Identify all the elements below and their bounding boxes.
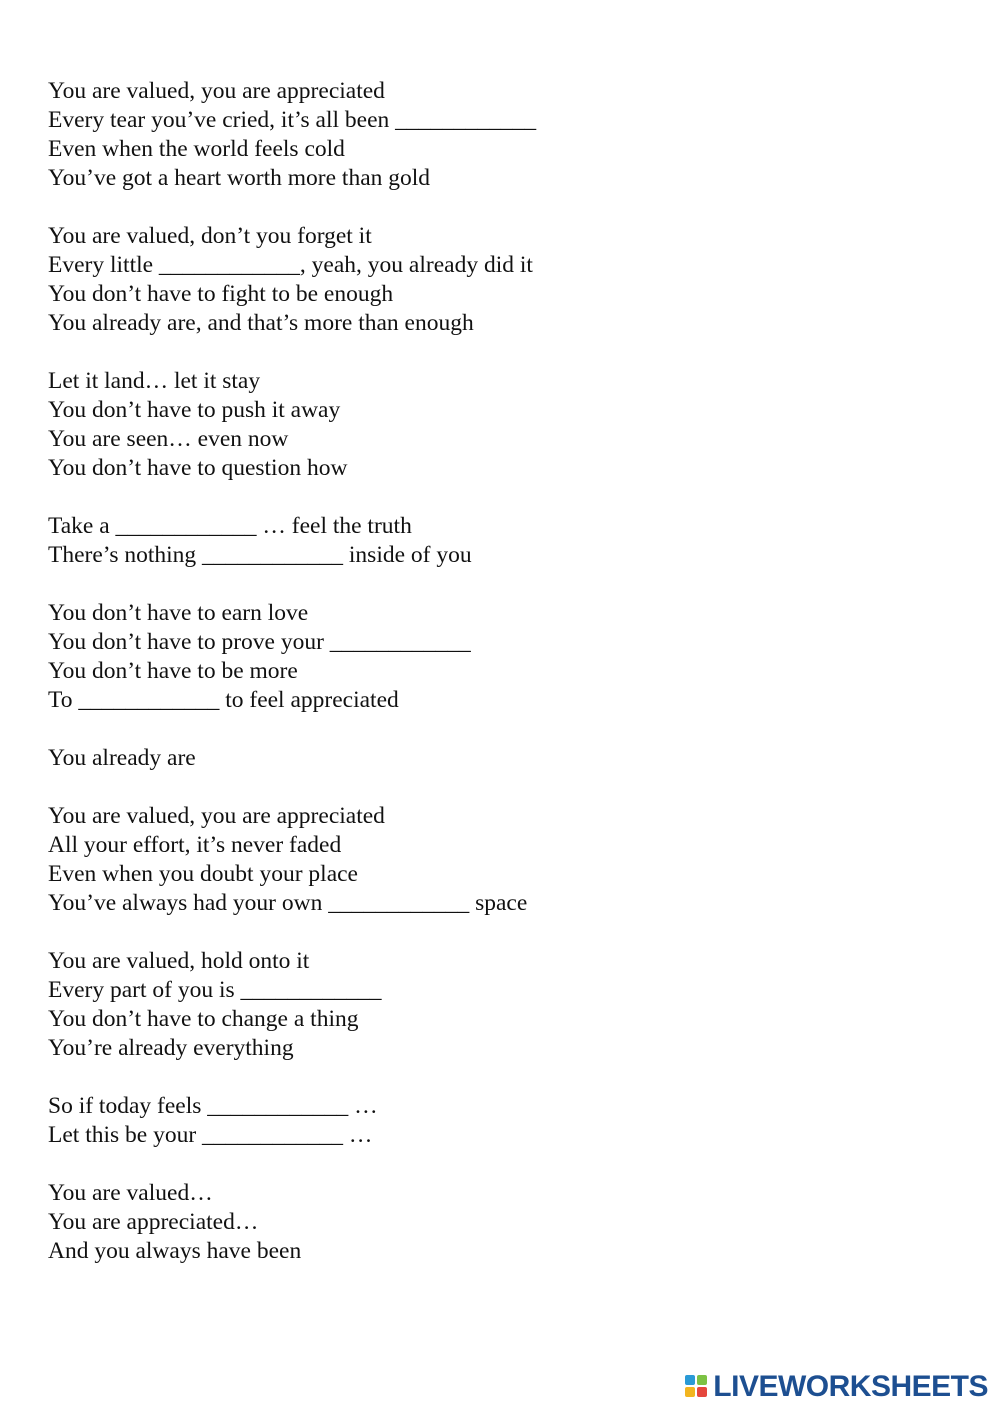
lyric-line: Every tear you’ve cried, it’s all been ____________ [48,107,537,133]
stanza [48,512,948,570]
lyric-line: So if today feels ____________ … [48,1093,378,1119]
lyric-line: You are valued, you are appreciated [48,803,385,829]
lyric-line: You don’t have to earn love [48,600,309,626]
lyric-line: You don’t have to question how [48,455,348,481]
lyric-line: Even when you doubt your place [48,861,358,887]
lyric-line: You are valued… [48,1180,213,1206]
liveworksheets-logo[interactable] [685,1370,988,1404]
lyric-line: You are valued, don’t you forget it [48,223,372,249]
lyric-line: Let it land… let it stay [48,368,261,394]
stanza [48,947,948,1063]
lyric-line: You don’t have to fight to be enough [48,281,394,307]
lyrics-worksheet [48,77,948,1295]
lyric-line: You’ve got a heart worth more than gold [48,165,431,191]
stanza [48,77,948,193]
liveworksheets-logo-icon [685,1375,709,1399]
lyric-line: You’re already everything [48,1035,294,1061]
lyric-line: You are valued, you are appreciated [48,78,385,104]
lyric-line: You are seen… even now [48,426,289,452]
lyric-line: Every part of you is ____________ [48,977,382,1003]
lyric-line: You are valued, hold onto it [48,948,310,974]
lyric-line: You don’t have to change a thing [48,1006,359,1032]
stanza [48,744,948,773]
lyric-line: All your effort, it’s never faded [48,832,342,858]
lyric-line: Take a ____________ … feel the truth [48,513,412,539]
logo-text: LIVEWORKSHEETS [713,1370,988,1403]
lyric-line: You are appreciated… [48,1209,259,1235]
stanza [48,802,948,918]
stanza [48,1179,948,1266]
lyric-line: Let this be your ____________ … [48,1122,373,1148]
lyric-line: You don’t have to prove your ____________ [48,629,471,655]
lyric-line: You’ve always had your own ____________ space [48,890,528,916]
stanza [48,1092,948,1150]
lyric-line: To ____________ to feel appreciated [48,687,399,713]
lyric-line: You don’t have to push it away [48,397,341,423]
lyric-line: You don’t have to be more [48,658,298,684]
lyric-line: And you always have been [48,1238,302,1264]
stanza [48,367,948,483]
lyric-line: You already are, and that’s more than enough [48,310,474,336]
lyric-line: Even when the world feels cold [48,136,345,162]
stanza [48,599,948,715]
lyric-line: There’s nothing ____________ inside of you [48,542,472,568]
stanza [48,222,948,338]
lyric-line: You already are [48,745,196,771]
lyric-line: Every little ____________, yeah, you already did it [48,252,533,278]
